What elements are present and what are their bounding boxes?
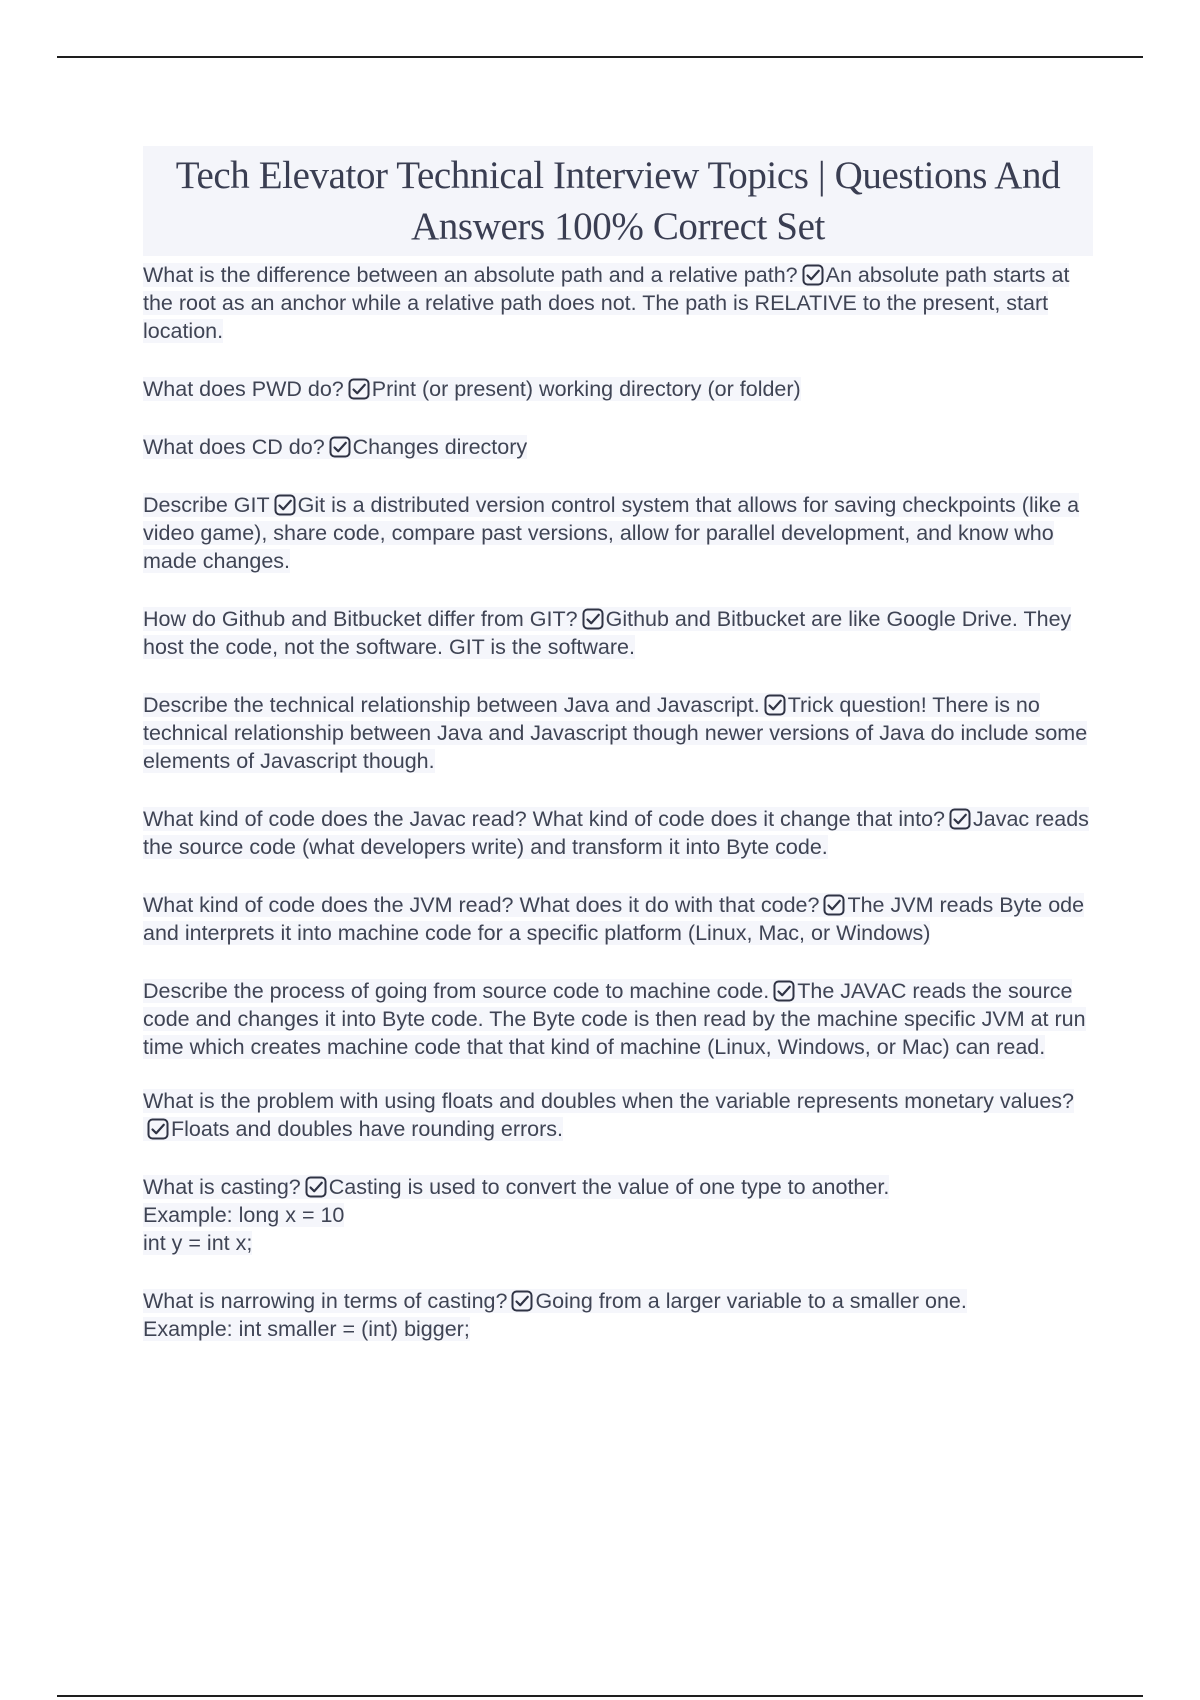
document-body <box>143 146 1093 1373</box>
question-text: What does PWD do? <box>143 377 344 401</box>
question-text: What kind of code does the JVM read? What does it do with that code? <box>143 893 820 917</box>
answer-text: An absolute path starts at the root as an anchor while a relative path does not. The path is RELATIVE to the present, start location. <box>143 263 1070 343</box>
checkbox-checked-icon <box>329 436 351 458</box>
bottom-rule <box>57 1695 1143 1697</box>
qa-item <box>143 261 1093 345</box>
question-text: What does CD do? <box>143 435 325 459</box>
checkbox-checked-icon <box>823 894 845 916</box>
answer-text: The JAVAC reads the source code and changes it into Byte code. The Byte code is then read by the machine specific JVM at run time which creates machine code that that kind of machine (Linux, Windows, or Mac) can read. <box>143 979 1086 1059</box>
title-block <box>143 146 1093 256</box>
qa-item <box>143 433 1093 461</box>
checkbox-checked-icon <box>305 1176 327 1198</box>
checkbox-checked-icon <box>764 694 786 716</box>
question-text: What is the problem with using floats and doubles when the variable represents monetary values? <box>143 1089 1074 1113</box>
question-text: What kind of code does the Javac read? What kind of code does it change that into? <box>143 807 945 831</box>
checkbox-checked-icon <box>274 494 296 516</box>
qa-item <box>143 1287 1093 1343</box>
answer-example-line: Example: int smaller = (int) bigger; <box>143 1317 470 1341</box>
answer-text: Print (or present) working directory (or folder) <box>371 377 801 401</box>
qa-list <box>143 261 1093 1343</box>
question-text: What is the difference between an absolute path and a relative path? <box>143 263 798 287</box>
qa-item <box>143 805 1093 861</box>
answer-text: Changes directory <box>352 435 528 459</box>
checkbox-checked-icon <box>582 608 604 630</box>
question-text: What is casting? <box>143 1175 301 1199</box>
answer-text: Casting is used to convert the value of one type to another. <box>328 1175 890 1199</box>
qa-item <box>143 691 1093 775</box>
top-rule <box>57 56 1143 58</box>
qa-item <box>143 891 1093 947</box>
checkbox-checked-icon <box>348 378 370 400</box>
checkbox-checked-icon <box>773 980 795 1002</box>
answer-text: The JVM reads Byte ode and interprets it into machine code for a specific platform (Linux, Mac, or Windows) <box>143 893 1085 945</box>
question-text: How do Github and Bitbucket differ from GIT? <box>143 607 578 631</box>
answer-text: Git is a distributed version control system that allows for saving checkpoints (like a video game), share code, compare past versions, allow for parallel development, and know who made changes. <box>143 493 1080 573</box>
question-text: Describe GIT <box>143 493 270 517</box>
qa-item <box>143 1087 1093 1143</box>
answer-text: Going from a larger variable to a smaller one. <box>535 1289 967 1313</box>
question-text: What is narrowing in terms of casting? <box>143 1289 508 1313</box>
question-text: Describe the process of going from source code to machine code. <box>143 979 770 1003</box>
answer-example-line: Example: long x = 10 <box>143 1203 345 1227</box>
answer-text: Trick question! There is no technical relationship between Java and Javascript though newer versions of Java do include some elements of Javascript though. <box>143 693 1088 773</box>
qa-item <box>143 1173 1093 1257</box>
qa-item <box>143 491 1093 575</box>
qa-item <box>143 375 1093 403</box>
answer-text: Github and Bitbucket are like Google Drive. They host the code, not the software. GIT is the software. <box>143 607 1072 659</box>
checkbox-checked-icon <box>511 1290 533 1312</box>
qa-item <box>143 605 1093 661</box>
question-text: Describe the technical relationship between Java and Javascript. <box>143 693 760 717</box>
document-title: Tech Elevator Technical Interview Topics | Questions And Answers 100% Correct Set <box>175 154 1061 248</box>
answer-text: Javac reads the source code (what developers write) and transform it into Byte code. <box>143 807 1089 859</box>
qa-item <box>143 977 1093 1061</box>
checkbox-checked-icon <box>949 808 971 830</box>
answer-text: Floats and doubles have rounding errors. <box>171 1117 564 1141</box>
checkbox-checked-icon <box>147 1118 169 1140</box>
checkbox-checked-icon <box>802 264 824 286</box>
answer-example-line: int y = int x; <box>143 1231 253 1255</box>
